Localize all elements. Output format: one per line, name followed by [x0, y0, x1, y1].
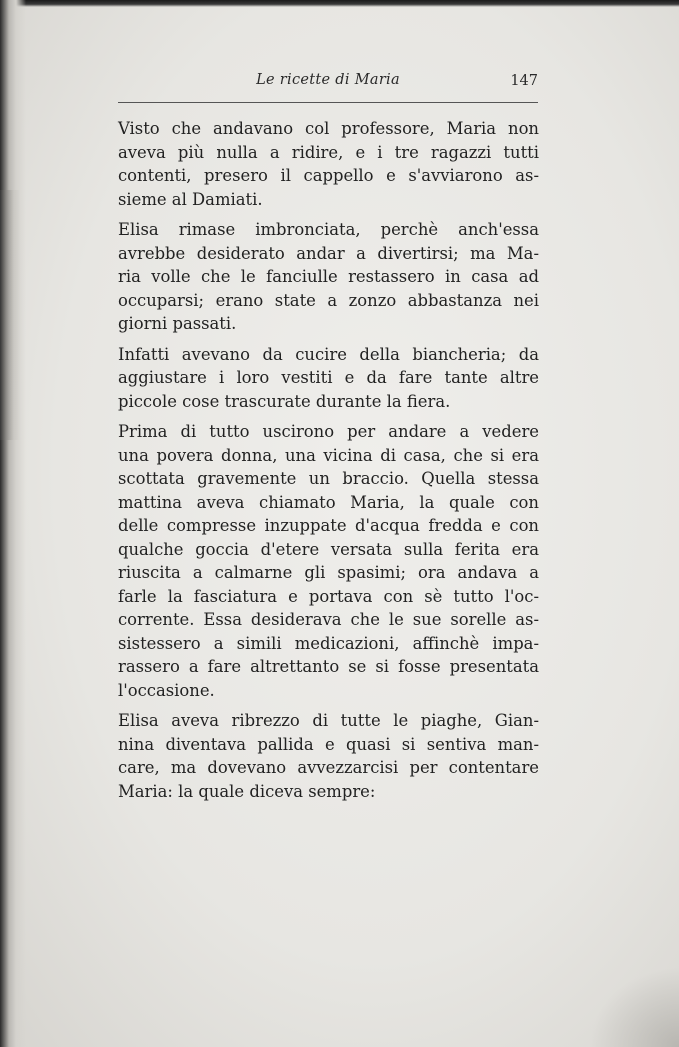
- text-line: sieme al Damiati.: [118, 189, 263, 209]
- text-line: rassero a fare altrettanto se si fosse presentata: [118, 657, 539, 676]
- text-line: sistessero a simili medicazioni, affinchè impa-: [118, 633, 539, 653]
- text-line: piccole cose trascurate durante la fiera.: [118, 391, 451, 411]
- text-line: Elisa rimase imbronciata, perchè anch'essa: [118, 220, 539, 239]
- text-line: Prima di tutto uscirono per andare a vedere: [118, 422, 539, 441]
- page-binding-edge: [0, 0, 26, 1047]
- page-number: 147: [510, 73, 538, 89]
- body-text: [118, 117, 539, 810]
- text-line: avrebbe desiderato andar a divertirsi; ma Ma-: [118, 243, 539, 263]
- text-line: farle la fasciatura e portava con sè tutto l'oc-: [118, 586, 539, 606]
- text-line: scottata gravemente un braccio. Quella stessa: [118, 469, 539, 488]
- text-line: aveva più nulla a ridire, e i tre ragazzi tutti: [118, 142, 539, 162]
- text-line: Infatti avevano da cucire della biancheria; da: [118, 344, 539, 364]
- text-line: occuparsi; erano state a zonzo abbastanza nei: [118, 290, 539, 310]
- text-line: mattina aveva chiamato Maria, la quale con: [118, 492, 539, 512]
- text-line: Maria: la quale diceva sempre:: [118, 781, 376, 801]
- running-title: Le ricette di Maria: [256, 72, 400, 88]
- text-line: aggiustare i loro vestiti e da fare tante altre: [118, 368, 539, 387]
- text-line: giorni passati.: [118, 314, 237, 333]
- text-line: corrente. Essa desiderava che le sue sorelle as-: [118, 610, 539, 629]
- text-line: una povera donna, una vicina di casa, che si era: [118, 445, 539, 465]
- page-torn-edge: [0, 190, 20, 440]
- text-line: Elisa aveva ribrezzo di tutte le piaghe, Gian-: [118, 711, 539, 730]
- text-line: contenti, presero il cappello e s'avviarono as-: [118, 166, 539, 185]
- running-head: [118, 72, 538, 100]
- header-rule: [118, 102, 538, 103]
- text-line: delle compresse inzuppate d'acqua fredda e con: [118, 516, 539, 535]
- paragraph: [118, 117, 539, 211]
- page-top-edge: [0, 0, 679, 7]
- text-line: ria volle che le fanciulle restassero in casa ad: [118, 267, 539, 286]
- text-line: qualche goccia d'etere versata sulla ferita era: [118, 539, 539, 559]
- text-line: Visto che andavano col professore, Maria non: [118, 119, 539, 138]
- paragraph: [118, 218, 539, 336]
- paragraph: [118, 343, 539, 414]
- paragraph: [118, 420, 539, 702]
- page-corner-wear: [589, 967, 679, 1047]
- text-line: riuscita a calmarne gli spasimi; ora andava a: [118, 563, 539, 582]
- paragraph: [118, 709, 539, 803]
- text-line: care, ma dovevano avvezzarcisi per contentare: [118, 758, 539, 777]
- text-line: nina diventava pallida e quasi si sentiva man-: [118, 734, 539, 754]
- text-line: l'occasione.: [118, 680, 215, 700]
